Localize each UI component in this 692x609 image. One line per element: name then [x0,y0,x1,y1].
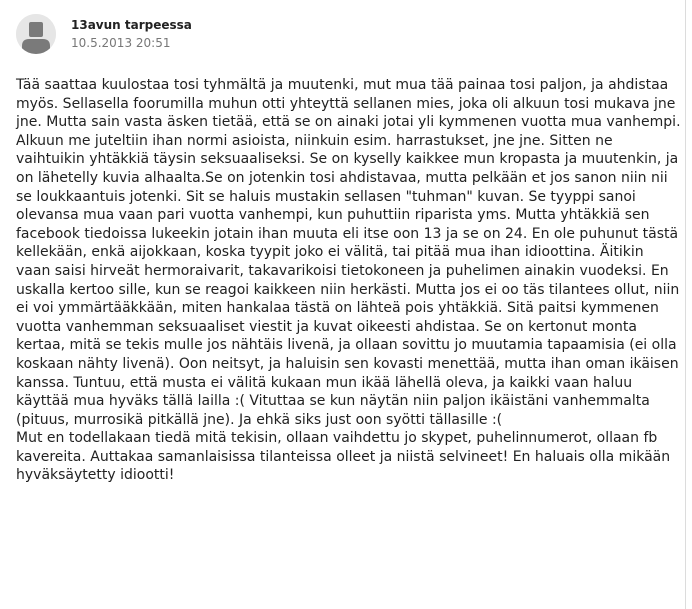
avatar-silhouette [16,14,56,54]
post-paragraph-1: Tää saattaa kuulostaa tosi tyhmältä ja muutenki, mut mua tää painaa tosi paljon, ja ahdistaa myös. Sellasella foorumilla muhun otti yhteyttä sellanen mies, joka oli alkuun tosi mukava jne jne. Mutta sain vasta äsken tietää, että se on ainaki jotai yli kymmenen vuotta mua vanhempi. Alkuun me juteltiin ihan normi asioista, niinkuin esim. harrastukset, jne jne. Sitten ne vaihtuikin yhtäkkiä täysin seksuaaliseksi. Se on kyselly kaikkee mun kropasta ja muutenkin, ja on lähetelly kuvia alhaalta.Se on jotenkin tosi ahdistavaa, mutta pelkään et jos sanon niin nii se loukkaantuis jotenki. Sit se haluis mustakin sellasen "tuhman" kuvan. Se tyyppi sanoi olevansa mua vaan pari vuotta vanhempi, kun puhuttiin riparista yms. Mutta yhtäkkiä sen facebook tiedoissa lukeekin jotain ihan muuta eli itse oon 13 ja se on 24. En ole puhunut tästä kellekään, enkä aijokkaan, koska tyypit joko ei välitä, tai pitää mua ihan idioottina. Äitikin vaan saisi hirveät hermoraivarit, takavarikoisi tietokoneen ja puhelimen ainakin vuodeksi. En uskalla kertoo sille, kun se reagoi kaikkeen niin herkästi. Mutta jos ei oo täs tilantees ollut, niin ei voi ymmärtääkkään, miten hankalaa tästä on lähteä pois yhtäkkiä. Sitä paitsi kymmenen vuotta vanhemman seksuaaliset viestit ja kuvat oikeesti ahdistaa. Se on kertonut monta kertaa, mitä se tekis mulle jos nähtäis livenä, ja ollaan sovittu jo muutamia tapaamisia (ei olla koskaan nähty livenä). Oon neitsyt, ja haluisin sen kovasti menettää, mutta ihan oman ikäisen kanssa. Tuntuu, että musta ei välitä kukaan mun ikää lähellä oleva, ja kaikki vaan haluu käyttää mua hyväks tällä lailla :( Vituttaa se kun näytän niin paljon ikäistäni vanhemmalta (pituus, murrosikä pitkällä jne). Ja ehkä siks just oon syötti tällasille :( [16,77,681,428]
post-body [16,76,681,485]
author-name[interactable]: 13avun tarpeessa [71,18,192,32]
post-timestamp: 10.5.2013 20:51 [71,36,171,50]
post-meta [71,17,192,51]
default-user-avatar-icon[interactable] [16,14,56,54]
post-paragraph-2: Mut en todellakaan tiedä mitä tekisin, ollaan vaihdettu jo skypet, puhelinnumerot, ollaan fb kavereita. Auttakaa samanlaisissa tilanteissa olleet ja niistä selvineet! En haluais olla mikään hyväksäytetty idiootti! [16,430,671,484]
